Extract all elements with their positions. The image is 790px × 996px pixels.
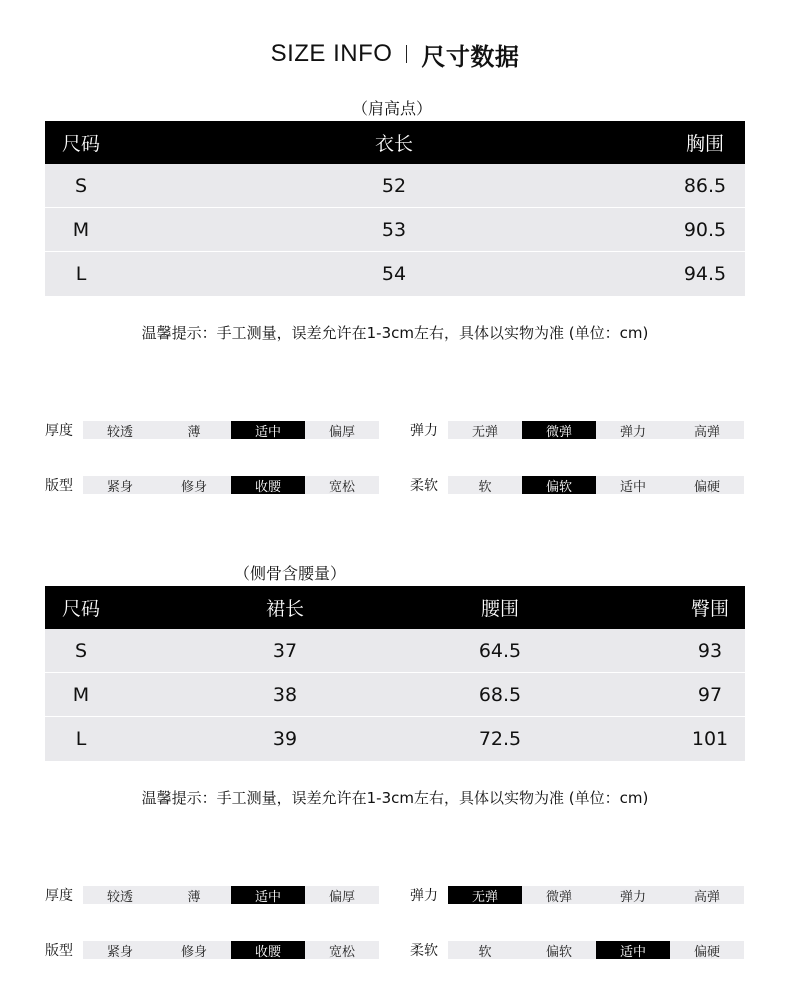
table-row	[45, 717, 745, 761]
scale-option: 弹力	[619, 424, 646, 440]
scale-option: 较透	[106, 889, 133, 905]
cell-hip: 97	[697, 683, 723, 706]
title-chinese: 尺寸数据	[421, 42, 520, 71]
tops-caption: （肩高点）	[352, 99, 433, 118]
skirt-caption: （侧骨含腰量）	[234, 564, 347, 583]
skirt-thickness-scale	[45, 886, 379, 904]
cell-chest: 90.5	[683, 218, 727, 241]
scale-label: 柔软	[410, 478, 438, 494]
scale-label: 厚度	[45, 423, 73, 439]
cell-waist: 72.5	[478, 728, 522, 750]
scale-options	[83, 941, 379, 959]
cell-size: L	[75, 263, 87, 285]
scale-option: 紧身	[106, 479, 133, 495]
scale-option: 高弹	[693, 889, 720, 905]
cell-size: S	[74, 639, 88, 662]
tops-softness-scale	[410, 476, 744, 494]
scale-option-selected: 偏软	[522, 476, 596, 494]
scale-option-selected: 收腰	[231, 941, 305, 959]
scale-label: 版型	[45, 478, 73, 494]
cell-size: M	[72, 683, 90, 706]
scale-option-selected: 微弹	[522, 421, 596, 439]
scale-option: 薄	[187, 889, 201, 905]
scale-option: 适中	[619, 479, 646, 495]
scale-option: 弹力	[619, 889, 646, 905]
header-cell-hip: 臀围	[690, 598, 729, 620]
scale-options	[448, 886, 744, 904]
cell-hip: 101	[691, 728, 729, 750]
scale-option: 偏软	[545, 944, 572, 960]
table-row	[45, 629, 745, 673]
header-cell-waist: 腰围	[480, 598, 519, 620]
header-cell-chest: 胸围	[685, 133, 724, 155]
cell-length: 53	[381, 218, 407, 241]
scale-option: 软	[478, 944, 492, 960]
cell-length: 54	[381, 263, 407, 285]
scale-option: 修身	[180, 944, 207, 960]
scale-options	[83, 421, 379, 439]
scale-options	[83, 476, 379, 494]
cell-size: L	[75, 728, 87, 750]
scale-option: 无弹	[471, 424, 498, 440]
scale-label: 弹力	[410, 423, 438, 439]
header-cell-length: 衣长	[374, 133, 413, 155]
cell-waist: 64.5	[478, 639, 522, 662]
scale-option: 宽松	[328, 944, 355, 960]
table-header-row	[45, 586, 745, 629]
scale-options	[83, 886, 379, 904]
scale-option: 偏硬	[693, 944, 720, 960]
scale-options	[448, 421, 744, 439]
cell-skirt-length: 37	[272, 639, 298, 662]
cell-chest: 94.5	[683, 263, 727, 285]
table-row	[45, 673, 745, 717]
tops-fit-scale	[45, 476, 379, 494]
cell-size: S	[74, 174, 88, 197]
header-cell-size: 尺码	[61, 133, 100, 155]
page-title	[0, 34, 790, 74]
cell-hip: 93	[697, 639, 723, 662]
cell-skirt-length: 39	[272, 728, 298, 750]
skirt-fit-scale	[45, 941, 379, 959]
scale-options	[448, 476, 744, 494]
skirt-softness-scale	[410, 941, 744, 959]
cell-skirt-length: 38	[272, 683, 298, 706]
scale-option-selected: 无弹	[448, 886, 522, 904]
scale-option: 薄	[187, 424, 201, 440]
skirt-measure-note: 温馨提示：手工测量，误差允许在1-3cm左右，具体以实物为准 (单位：cm)	[141, 789, 649, 807]
scale-option: 修身	[180, 479, 207, 495]
skirt-size-table	[45, 586, 745, 761]
header-cell-skirt-length: 裙长	[265, 598, 304, 620]
scale-option-selected: 适中	[231, 421, 305, 439]
scale-option-selected: 适中	[231, 886, 305, 904]
scale-option: 高弹	[693, 424, 720, 440]
title-divider	[406, 45, 407, 63]
tops-elasticity-scale	[410, 421, 744, 439]
scale-option: 微弹	[545, 889, 572, 905]
scale-label: 版型	[45, 943, 73, 959]
skirt-elasticity-scale	[410, 886, 744, 904]
cell-chest: 86.5	[683, 174, 727, 197]
scale-label: 柔软	[410, 943, 438, 959]
scale-option: 偏厚	[328, 889, 355, 905]
tops-size-table	[45, 121, 745, 296]
tops-measure-note: 温馨提示：手工测量，误差允许在1-3cm左右，具体以实物为准 (单位：cm)	[141, 324, 649, 342]
table-row	[45, 164, 745, 208]
scale-option: 较透	[106, 424, 133, 440]
scale-option: 软	[478, 479, 492, 495]
scale-option: 宽松	[328, 479, 355, 495]
cell-size: M	[72, 218, 90, 241]
scale-option: 紧身	[106, 944, 133, 960]
scale-label: 弹力	[410, 888, 438, 904]
scale-option: 偏厚	[328, 424, 355, 440]
header-cell-size: 尺码	[61, 598, 100, 620]
tops-thickness-scale	[45, 421, 379, 439]
scale-option-selected: 收腰	[231, 476, 305, 494]
title-english: SIZE INFO	[270, 40, 393, 67]
cell-waist: 68.5	[478, 683, 522, 706]
cell-length: 52	[381, 174, 407, 197]
scale-option-selected: 适中	[596, 941, 670, 959]
scale-option: 偏硬	[693, 479, 720, 495]
table-row	[45, 208, 745, 252]
scale-label: 厚度	[45, 888, 73, 904]
scale-options	[448, 941, 744, 959]
table-row	[45, 252, 745, 296]
table-header-row	[45, 121, 745, 164]
